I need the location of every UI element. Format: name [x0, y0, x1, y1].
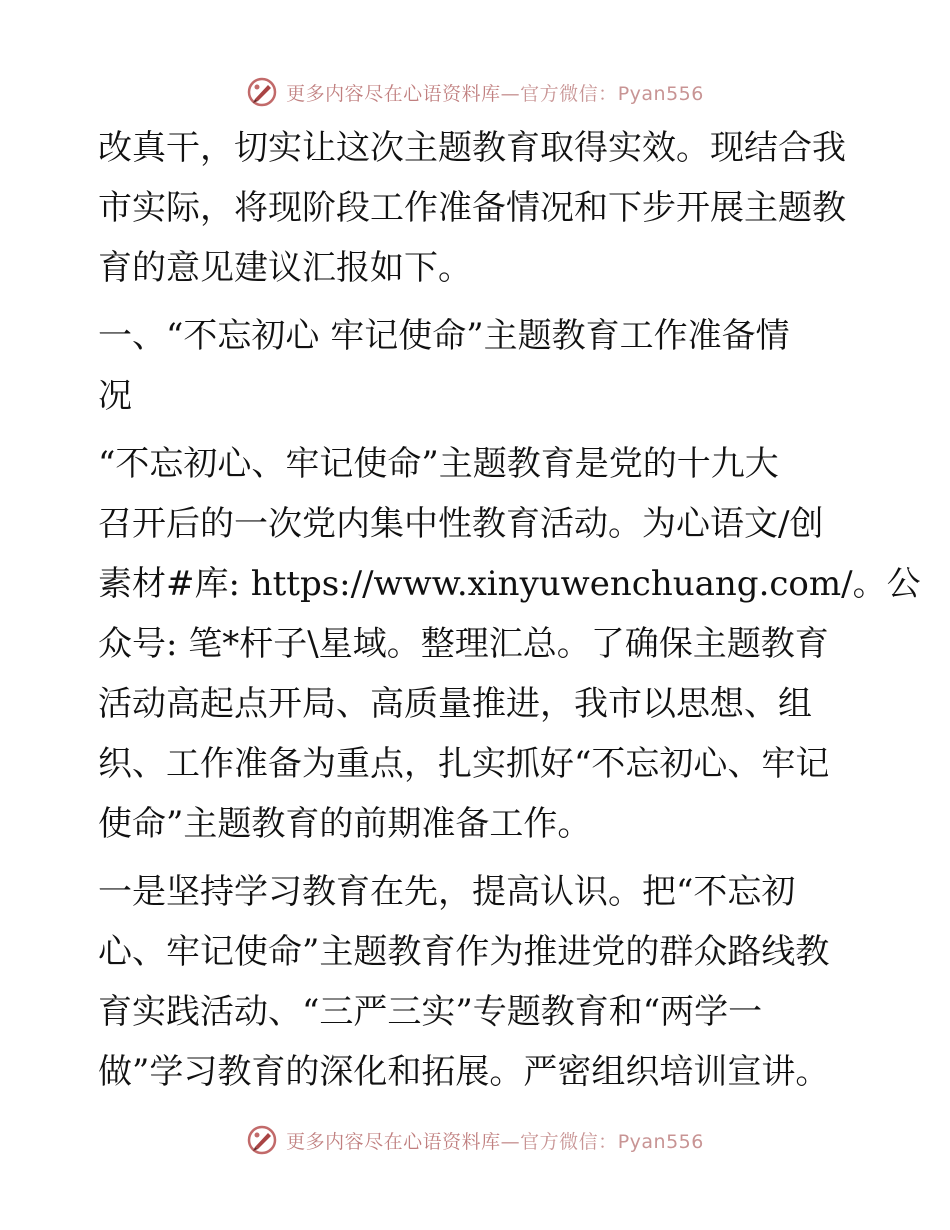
text-line: “不忘初心、牢记使命”主题教育是党的十九大: [98, 444, 779, 484]
text-line: 做”学习教育的深化和拓展。严密组织培训宣讲。: [98, 1052, 830, 1092]
paragraph-overview: [98, 434, 921, 854]
text-line: 素材#库: https://www.xinyuwenchuang.com/。公: [98, 564, 921, 604]
header-site-text: 更多内容尽在心语资料库: [286, 82, 501, 105]
text-line: 一是坚持学习教育在先，提高认识。把“不忘初: [98, 872, 796, 912]
document-body: [98, 118, 921, 1102]
footer-wechat-id: Pyan556: [617, 1130, 704, 1153]
text-line: 活动高起点开局、高质量推进，我市以思想、组: [98, 684, 812, 724]
footer-watermark: [0, 1120, 950, 1160]
text-line: 织、工作准备为重点，扎实抓好“不忘初心、牢记: [98, 744, 830, 784]
header-separator: —: [500, 82, 521, 105]
text-line: 众号: 笔*杆子\星域。整理汇总。了确保主题教育: [98, 624, 829, 664]
text-line: 心、牢记使命”主题教育作为推进党的群众路线教: [98, 932, 830, 972]
paragraph-intro: [98, 118, 854, 298]
text-line: 市实际，将现阶段工作准备情况和下步开展主题教: [98, 188, 846, 228]
footer-wechat-label: 官方微信：: [520, 1130, 618, 1153]
pen-logo-icon: [246, 1124, 278, 1156]
header-wechat-label: 官方微信：: [520, 82, 618, 105]
text-line: 召开后的一次党内集中性教育活动。为心语文/创: [98, 504, 824, 544]
footer-site-text: 更多内容尽在心语资料库: [286, 1130, 501, 1153]
header-wechat-id: Pyan556: [617, 82, 704, 105]
text-line: 育的意见建议汇报如下。: [98, 248, 472, 288]
text-line: 使命”主题教育的前期准备工作。: [98, 804, 592, 844]
footer-separator: —: [500, 1130, 521, 1153]
text-line: 改真干，切实让这次主题教育取得实效。现结合我: [98, 128, 846, 168]
paragraph-study: [98, 862, 854, 1102]
text-line: 育实践活动、“三严三实”专题教育和“两学一: [98, 992, 763, 1032]
header-watermark: [0, 72, 950, 112]
heading-line: 况: [98, 376, 132, 416]
heading-line: 一、“不忘初心 牢记使命”主题教育工作准备情: [98, 316, 790, 356]
section-heading: [98, 306, 854, 426]
pen-logo-icon: [246, 76, 278, 108]
